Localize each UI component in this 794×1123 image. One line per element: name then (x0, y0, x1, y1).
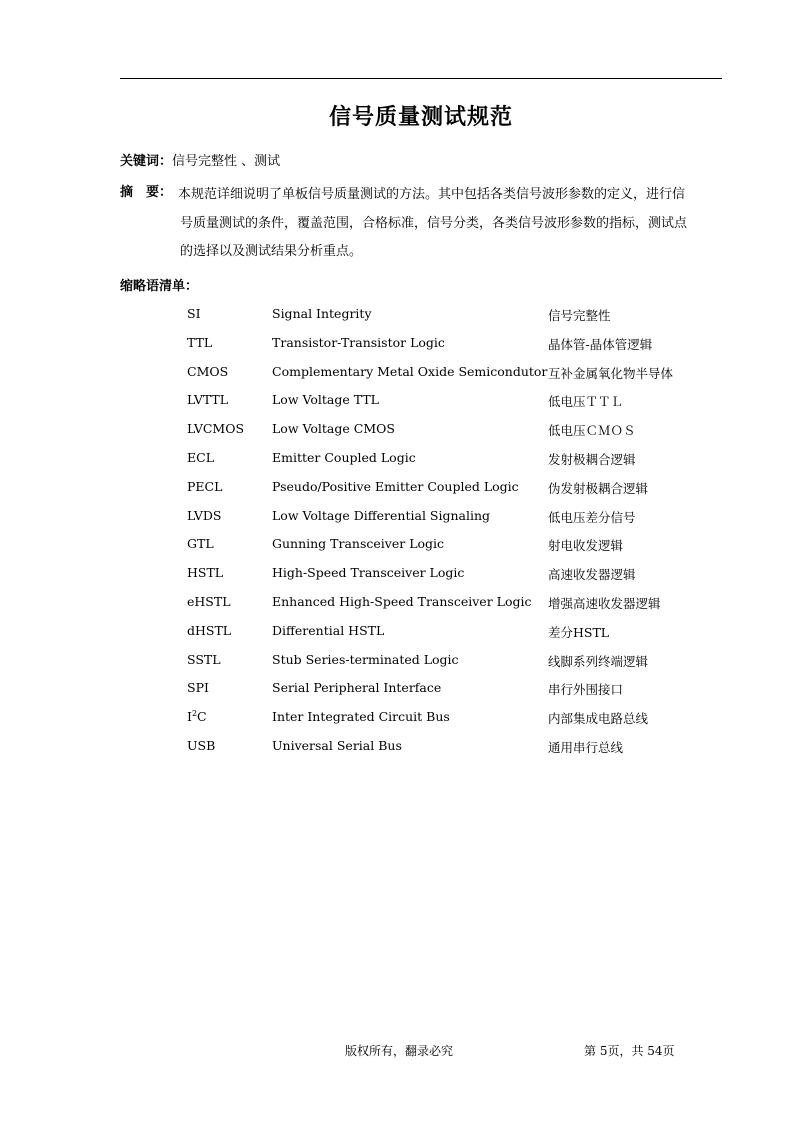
full-name-cell: Enhanced High-Speed Transceiver Logic (272, 593, 532, 609)
full-name-cell: Stub Series-terminated Logic (272, 651, 459, 667)
full-name-cell: High-Speed Transceiver Logic (272, 565, 465, 581)
abstract-line: 本规范详细说明了单板信号质量测试的方法。其中包括各类信号波形参数的定义，进行信 (178, 187, 686, 202)
table-row (187, 652, 707, 681)
chinese-cell: 增强高速收发器逻辑 (548, 595, 661, 611)
abstract-text (178, 181, 726, 267)
abstract-label: 摘 要： (120, 185, 173, 200)
keywords-label: 关键词： (120, 154, 173, 169)
chinese-cell: 伪发射极耦合逻辑 (548, 480, 649, 496)
chinese-cell: 互补金属氧化物半导体 (548, 365, 674, 381)
table-row (187, 479, 707, 508)
table-row (187, 738, 707, 767)
table-row (187, 421, 707, 450)
full-name-cell: Serial Peripheral Interface (272, 680, 442, 696)
chinese-cell: 晶体管-晶体管逻辑 (548, 336, 653, 352)
table-row (187, 364, 707, 393)
abbr-cell: ECL (187, 449, 214, 465)
chinese-cell: 串行外围接口 (548, 682, 624, 698)
abbr-cell: TTL (187, 334, 213, 350)
abbr-cell: HSTL (187, 565, 224, 581)
abbr-rest: C (197, 709, 207, 725)
abbr-cell (187, 709, 207, 724)
chinese-cell: 发射极耦合逻辑 (548, 451, 636, 467)
table-row (187, 306, 707, 335)
chinese-cell: 低电压差分信号 (548, 509, 636, 525)
keywords (120, 150, 280, 169)
keywords-value: 信号完整性 、测试 (172, 154, 281, 169)
table-row (187, 392, 707, 421)
abstract-line: 号质量测试的条件，覆盖范围，合格标准，信号分类，各类信号波形参数的指标，测试点 (180, 215, 688, 231)
table-row (187, 565, 707, 594)
table-row (187, 594, 707, 623)
full-name-cell: Complementary Metal Oxide Semicondutor (272, 363, 548, 379)
full-name-cell: Emitter Coupled Logic (272, 449, 416, 465)
chinese-cell: 低电压ＣＭＯＳ (548, 423, 636, 439)
header-rule (120, 78, 722, 79)
table-row (187, 335, 707, 364)
full-name-cell: Low Voltage TTL (272, 392, 379, 408)
abbr-cell: PECL (187, 478, 223, 494)
full-name-cell: Low Voltage Differential Signaling (272, 507, 491, 523)
abbr-superscript: 2 (191, 709, 198, 719)
abbr-cell: dHSTL (187, 622, 232, 638)
abbr-cell: LVDS (187, 507, 222, 523)
chinese-cell: 差分HSTL (548, 624, 610, 640)
chinese-cell: 内部集成电路总线 (548, 711, 649, 727)
chinese-cell: 射电收发逻辑 (548, 538, 624, 554)
chinese-cell: 线脚系列终端逻辑 (548, 653, 649, 669)
table-row (187, 508, 707, 537)
abbr-cell: LVTTL (187, 392, 229, 408)
full-name-cell: Signal Integrity (272, 306, 372, 321)
full-name-cell: Universal Serial Bus (272, 737, 402, 753)
abbr-cell: USB (187, 737, 216, 753)
chinese-cell: 通用串行总线 (548, 739, 624, 755)
document-title: 信号质量测试规范 (328, 104, 513, 130)
full-name-cell: Transistor-Transistor Logic (272, 334, 445, 350)
table-row (187, 680, 707, 709)
chinese-cell: 信号完整性 (548, 308, 611, 323)
abbreviations-table (187, 306, 707, 767)
abbr-cell: CMOS (187, 363, 229, 379)
abbr-cell: eHSTL (187, 593, 231, 609)
full-name-cell: Gunning Transceiver Logic (272, 536, 445, 552)
chinese-cell: 低电压ＴＴＬ (548, 394, 624, 410)
table-row (187, 623, 707, 652)
table-row (187, 450, 707, 479)
abbr-cell: SPI (187, 680, 209, 696)
full-name-cell: Differential HSTL (272, 622, 385, 638)
abbr-cell: SSTL (187, 651, 221, 667)
abbr-cell: GTL (187, 536, 214, 552)
abbr-cell: SI (187, 306, 201, 321)
full-name-cell: Pseudo/Positive Emitter Coupled Logic (272, 478, 519, 494)
full-name-cell: Low Voltage CMOS (272, 421, 395, 437)
chinese-cell: 高速收发器逻辑 (548, 567, 636, 583)
table-row (187, 709, 707, 738)
table-row (187, 536, 707, 565)
abbreviations-title: 缩略语清单： (120, 279, 199, 294)
full-name-cell: Inter Integrated Circuit Bus (272, 709, 450, 725)
footer-page-number: 第 5页，共 54页 (584, 1044, 675, 1058)
abbr-main: I (187, 709, 192, 725)
abstract-line: 的选择以及测试结果分析重点。 (180, 244, 363, 259)
abbr-cell: LVCMOS (187, 421, 245, 437)
footer-copyright: 版权所有，翻录必究 (345, 1044, 454, 1058)
